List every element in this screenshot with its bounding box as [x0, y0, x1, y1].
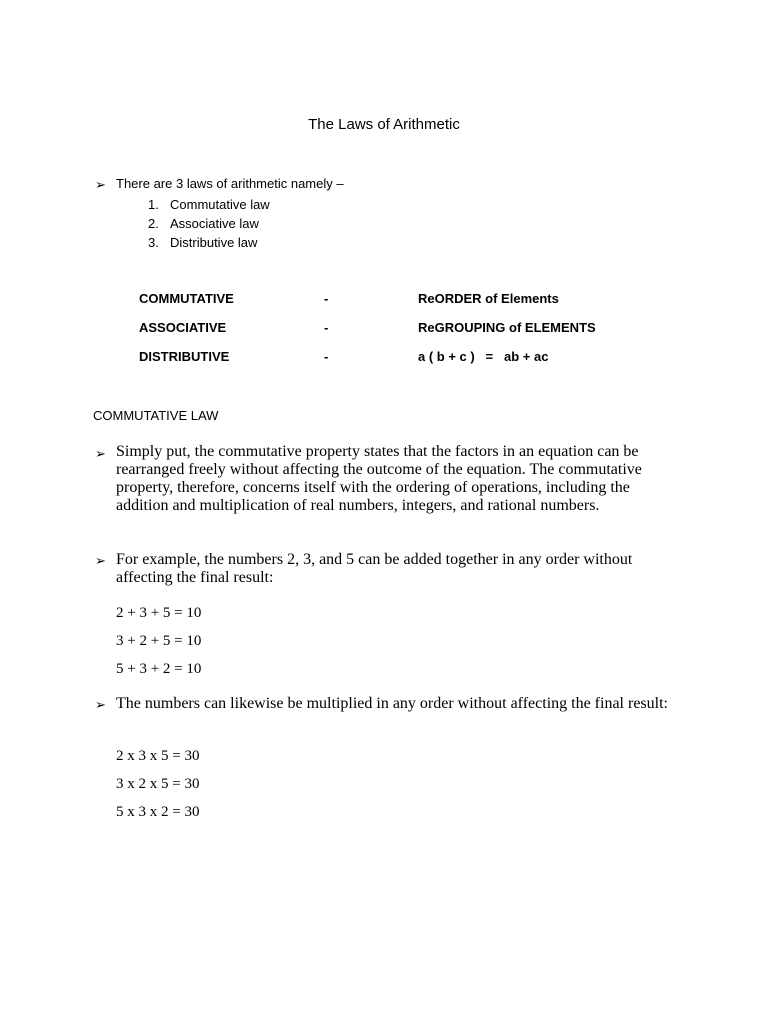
law-name: COMMUTATIVE: [139, 291, 234, 306]
intro-text: There are 3 laws of arithmetic namely –: [116, 176, 344, 191]
laws-list: [148, 195, 270, 252]
section-heading: COMMUTATIVE LAW: [93, 408, 219, 423]
paragraph: Simply put, the commutative property states that the factors in an equation can be rearranged freely without affecting the outcome of the equation. The commutative property, therefore, concerns itself with the ordering of operations, including the addition and multiplication of real numbers, integers, and rational numbers.: [116, 443, 642, 514]
paragraph-bullet-icon: ➢: [95, 553, 106, 568]
paragraph-bullet-icon: ➢: [95, 697, 106, 712]
law-dash: -: [324, 349, 329, 364]
law-description: ReORDER of Elements: [418, 291, 559, 306]
table-row: [139, 320, 659, 349]
law-name: DISTRIBUTIVE: [139, 349, 230, 364]
equation: 5 + 3 + 2 = 10: [116, 661, 202, 677]
list-item: 3. Distributive law: [148, 235, 258, 250]
law-name: ASSOCIATIVE: [139, 320, 227, 335]
paragraph: The numbers can likewise be multiplied in any order without affecting the final result:: [116, 695, 668, 712]
laws-summary-table: [139, 291, 659, 378]
law-description: ReGROUPING of ELEMENTS: [418, 320, 596, 335]
equation: 2 x 3 x 5 = 30: [116, 748, 200, 764]
list-item: 1. Commutative law: [148, 197, 270, 212]
equation: 3 x 2 x 5 = 30: [116, 776, 200, 792]
equation: 3 + 2 + 5 = 10: [116, 633, 202, 649]
equation: 5 x 3 x 2 = 30: [116, 804, 200, 820]
law-dash: -: [324, 291, 329, 306]
table-row: [139, 349, 659, 378]
intro-bullet-icon: ➢: [95, 177, 106, 192]
list-item: 2. Associative law: [148, 216, 259, 231]
page-title: The Laws of Arithmetic: [308, 116, 460, 133]
equation: 2 + 3 + 5 = 10: [116, 605, 202, 621]
paragraph-bullet-icon: ➢: [95, 446, 106, 461]
paragraph: For example, the numbers 2, 3, and 5 can be added together in any order without affecting the final result:: [116, 551, 633, 586]
law-description: a ( b + c ) = ab + ac: [418, 349, 549, 364]
law-dash: -: [324, 320, 329, 335]
table-row: [139, 291, 659, 320]
